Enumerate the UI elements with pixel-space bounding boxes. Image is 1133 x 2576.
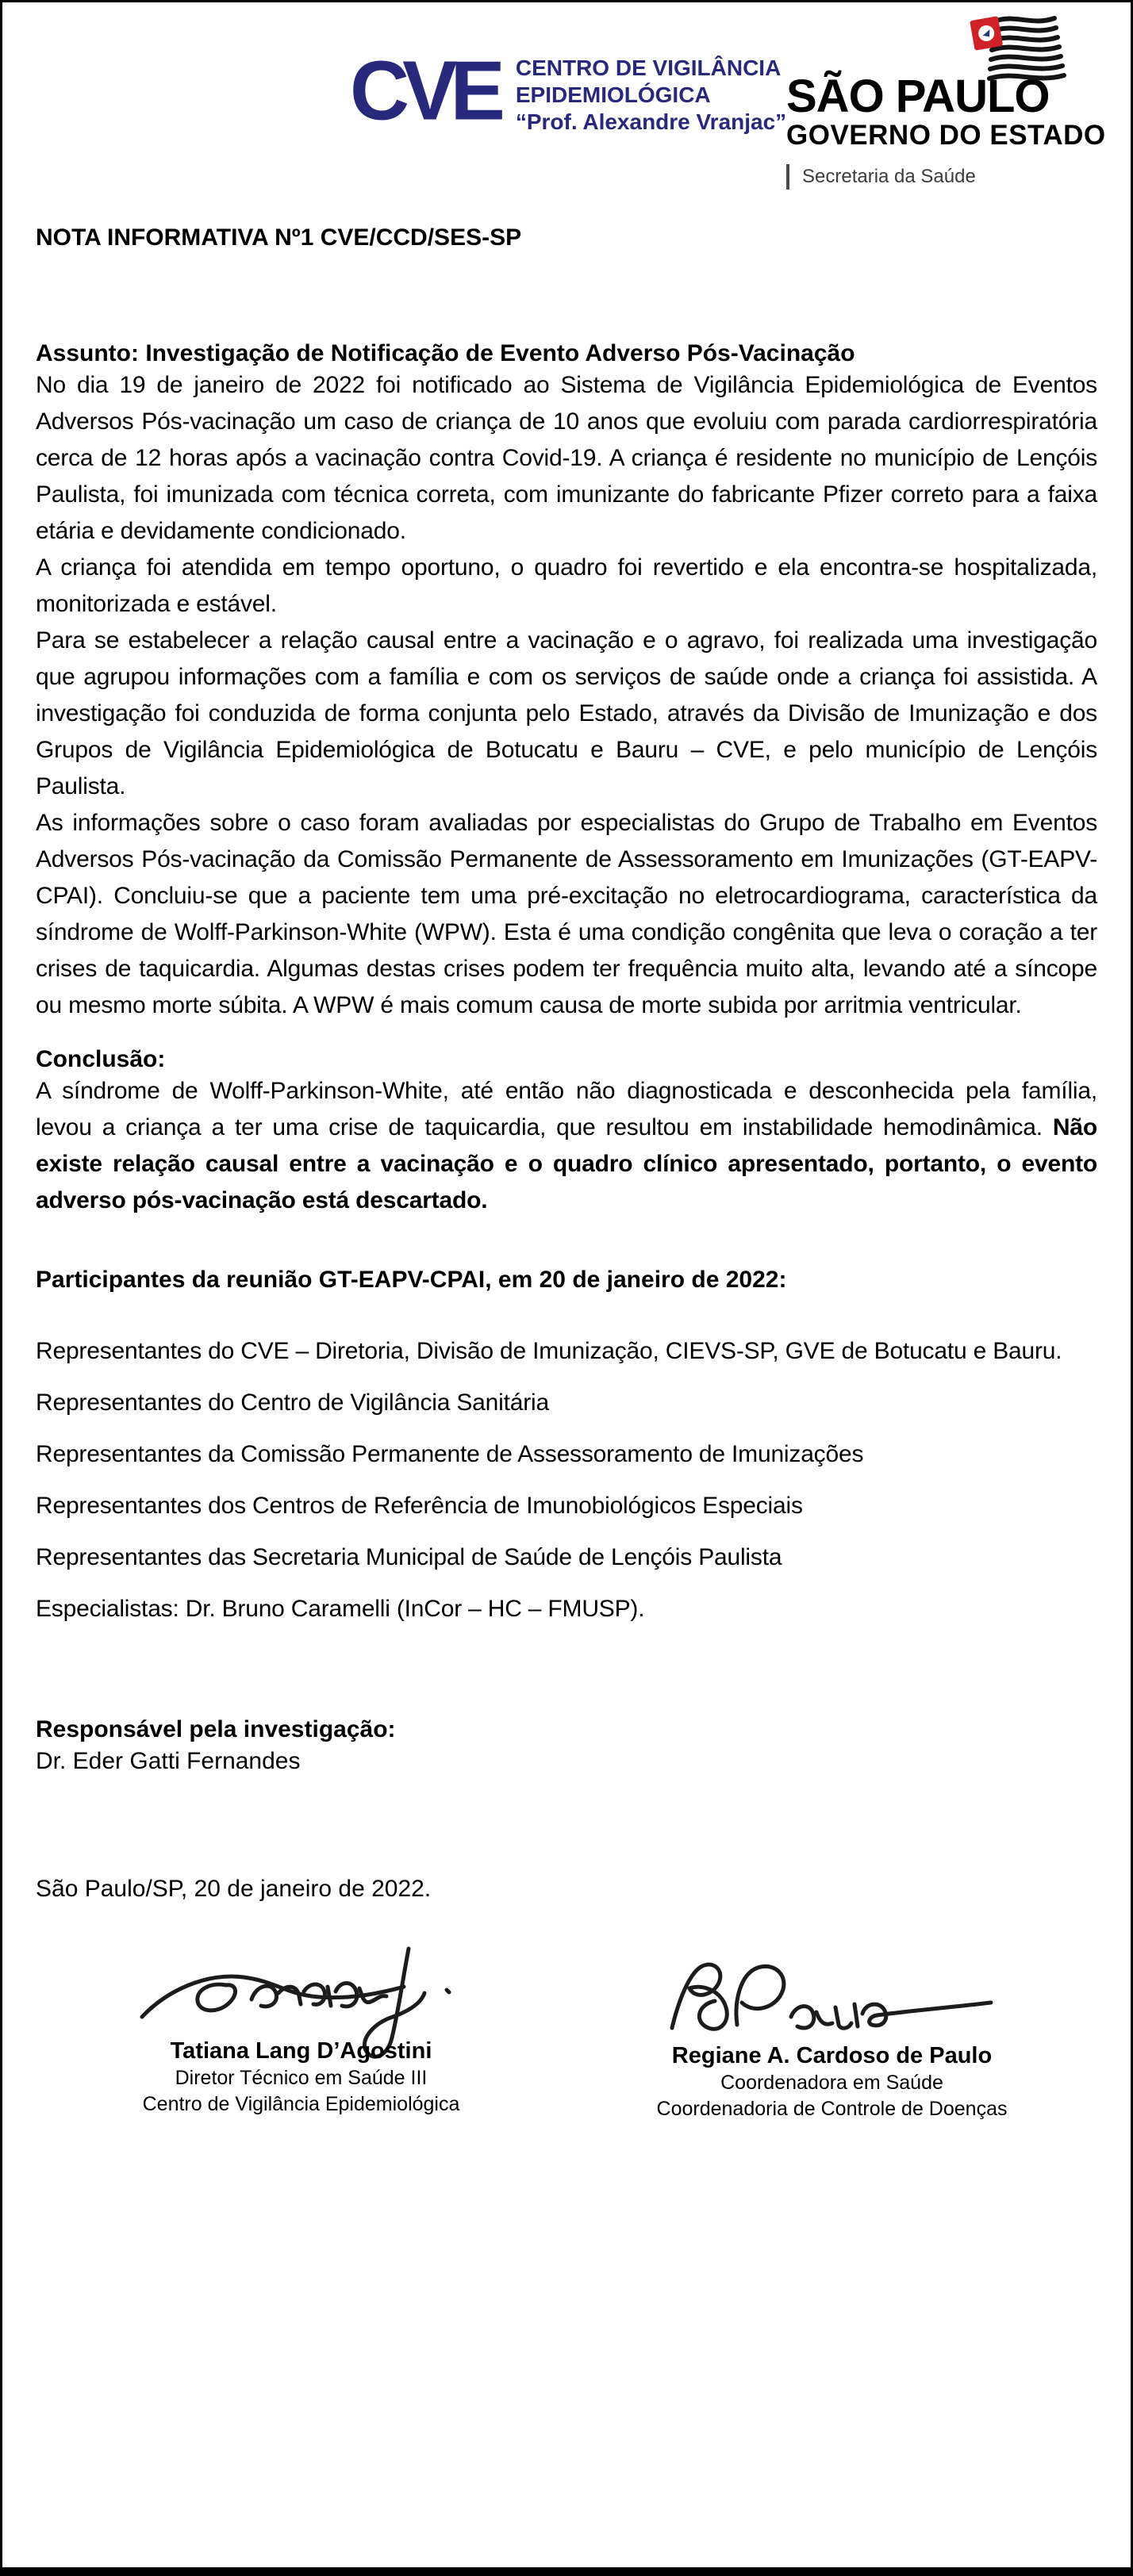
signature-role: Coordenadoria de Controle de Doenças <box>656 2098 1008 2120</box>
conclusion-bold-text: Não existe relação causal entre a vacinação e o quadro clínico apresentado, portanto, o evento adverso pós-vacinação está descartado. <box>36 1114 1097 1213</box>
responsible-heading: Responsável pela investigação: <box>36 1716 396 1742</box>
participant-item: Representantes das Secretaria Municipal de Saúde de Lençóis Paulista <box>36 1544 782 1570</box>
signature-block <box>36 1941 1097 2122</box>
secretaria-da-saude <box>786 164 1112 190</box>
signature-role: Centro de Vigilância Epidemiológica <box>142 2093 460 2115</box>
signature-role: Diretor Técnico em Saúde III <box>175 2067 428 2089</box>
document-title: NOTA INFORMATIVA Nº1 CVE/CCD/SES-SP <box>36 224 522 251</box>
participants-list <box>36 1333 1097 1627</box>
sao-paulo-flag-icon <box>966 12 1070 85</box>
signature-right <box>566 1941 1097 2122</box>
cve-logo <box>350 44 787 139</box>
participant-item: Representantes do CVE – Diretoria, Divisão de Imunização, CIEVS-SP, GVE de Botucatu e Bauru. <box>36 1338 1062 1364</box>
responsible-name: Dr. Eder Gatti Fernandes <box>36 1748 301 1774</box>
secretaria-label: Secretaria da Saúde <box>802 166 976 187</box>
signature-regiane-handwriting-icon <box>658 1952 1007 2053</box>
signature-left <box>36 1941 566 2122</box>
signature-role: Coordenadora em Saúde <box>720 2072 943 2094</box>
conclusion-heading: Conclusão: <box>36 1046 166 1072</box>
participant-item: Especialistas: Dr. Bruno Caramelli (InCor – HC – FMUSP). <box>36 1596 645 1622</box>
conclusion-normal-text: A síndrome de Wolff-Parkinson-White, até então não diagnosticada e desconhecida pela família, levou a criança a ter uma crise de taquicardia, que resultou em instabilidade hemodinâmica. <box>36 1078 1097 1140</box>
secretaria-divider-bar <box>786 164 789 190</box>
sao-paulo-logo <box>786 12 1112 190</box>
document-content <box>2 224 1131 2122</box>
participant-item: Representantes da Comissão Permanente de Assessoramento de Imunizações <box>36 1441 864 1467</box>
cve-logo-mark: CVE <box>350 44 498 139</box>
document-header <box>2 2 1131 201</box>
cve-logo-line2: EPIDEMIOLÓGICA <box>515 82 711 107</box>
cve-logo-text <box>516 50 786 136</box>
signature-name: Tatiana Lang D’Agostini <box>170 2038 432 2064</box>
participants-heading: Participantes da reunião GT-EAPV-CPAI, em 20 de janeiro de 2022: <box>36 1267 787 1293</box>
paragraph-investigation: Para se estabelecer a relação causal entre a vacinação e o agravo, foi realizada uma investigação que agrupou informações com a família e com os serviços de saúde onde a criança foi assistida. A investigação foi conduzida de forma conjunta pelo Estado, através da Divisão de Imunização e dos Grupos de Vigilância Epidemiológica de Botucatu e Bauru – CVE, e pelo município de Lençóis Paulista. <box>36 627 1097 799</box>
sao-paulo-logo-name: SÃO PAULO <box>786 71 1050 122</box>
paragraph-evaluation: As informações sobre o caso foram avaliadas por especialistas do Grupo de Trabalho em Eventos Adversos Pós-vacinação da Comissão Permanente de Assessoramento em Imunizações (GT-EAPV-CPAI). Concluiu-se que a paciente tem uma pré-excitação no eletrocardiograma, característica da síndrome de Wolff-Parkinson-White (WPW). Esta é uma condição congênita que leva o coração a ter crises de taquicardia. Algumas destas crises podem ter frequência muito alta, levando até a síncope ou mesmo morte súbita. A WPW é mais comum causa de morte subida por arritmia ventricular. <box>36 810 1097 1018</box>
subject-line: Assunto: Investigação de Notificação de Evento Adverso Pós-Vacinação <box>36 340 855 366</box>
paragraph-notification: No dia 19 de janeiro de 2022 foi notificado ao Sistema de Vigilância Epidemiológica de Eventos Adversos Pós-vacinação um caso de criança de 10 anos que evoluiu com parada cardiorrespiratória cerca de 12 horas após a vacinação contra Covid-19. A criança é residente no município de Lençóis Paulista, foi imunizada com técnica correta, com imunizante do fabricante Pfizer correto para a faixa etária e devidamente condicionado. <box>36 372 1097 544</box>
signature-name: Regiane A. Cardoso de Paulo <box>671 2043 993 2068</box>
sao-paulo-logo-government: GOVERNO DO ESTADO <box>786 120 1106 151</box>
cve-logo-line3: “Prof. Alexandre Vranjac” <box>515 109 787 134</box>
paragraph-care: A criança foi atendida em tempo oportuno, o quadro foi revertido e ela encontra-se hospitalizada, monitorizada e estável. <box>36 554 1097 617</box>
dateline: São Paulo/SP, 20 de janeiro de 2022. <box>36 1876 432 1902</box>
participant-item: Representantes dos Centros de Referência de Imunobiológicos Especiais <box>36 1493 803 1519</box>
cve-logo-line1: CENTRO DE VIGILÂNCIA <box>515 56 782 80</box>
paragraph-conclusion <box>36 1073 1097 1219</box>
participant-item: Representantes do Centro de Vigilância Sanitária <box>36 1390 549 1416</box>
